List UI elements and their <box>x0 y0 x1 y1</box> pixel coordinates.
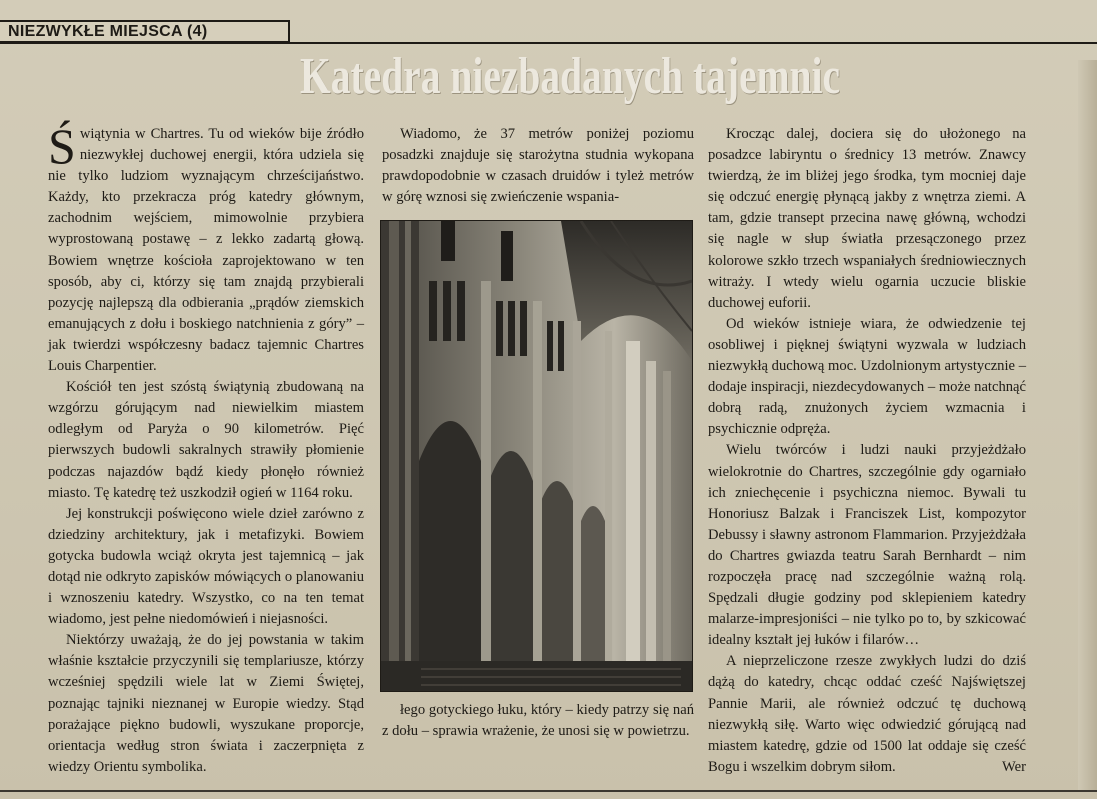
article-column-3 <box>708 124 1026 778</box>
page-edge-shadow <box>1078 60 1097 790</box>
article-column-2-top <box>382 124 694 208</box>
article-column-2-bottom <box>382 700 694 742</box>
paragraph-text: wiątynia w Chartres. Tu od wieków bije źródło niezwykłej duchowej energii, która udziela się nie tylko ludziom wyznającym chrześcijaństwo. Każdy, kto przekracza próg katedry głównym, zachodnim wejściem, mimowolnie przybiera wyprostowaną postawę – z lekko zadartą głową. Bowiem wnętrze kościoła zaprojektowano w ten sposób, aby ci, którzy się tam znajdą przybierali pozycję najlepszą dla odbierania „prądów ziemskich emanujących z dołu i boskiego natchnienia z góry” – jak twierdzi współczesny badacz tajemnic Chartres Louis Charpentier. <box>48 126 364 375</box>
paragraph: Kościół ten jest szóstą świątynią zbudowaną na wzgórzu górującym nad niewielkim miastem odległym od Paryża o 90 kilometrów. Pięć pierwszych budowli sakralnych strawiły płomienie podczas najazdów bądź kiedy płonęło również miasto. Tę katedrę też uszkodził ogień w 1164 roku. <box>48 379 364 501</box>
paragraph-text: A nieprzeliczone rzesze zwykłych ludzi do dziś dążą do katedry, chcąc oddać cześć Najświętszej Pannie Marii, ale również odczuć tę duchową niezwykłą siłę. Warto więc odwiedzić górującą nad miastem katedrę, gdzie od 1500 lat oddaje się cześć Bogu i wszelkim dobrym siłom. <box>708 653 1026 775</box>
paragraph: łego gotyckiego łuku, który – kiedy patrzy się nań z dołu – sprawia wrażenie, że unosi się w powietrzu. <box>382 702 694 740</box>
article-column-1 <box>48 118 364 778</box>
cathedral-nave-photo <box>380 220 693 692</box>
paragraph: Wiadomo, że 37 metrów poniżej poziomu posadzki znajduje się starożytna studnia wykopana prawdopodobnie w czasach druidów i tyleż metrów w górę wznosi się zwieńczenie wspania- <box>382 126 694 206</box>
author-signature: Wer <box>1002 758 1026 775</box>
section-label: NIEZWYKŁE MIEJSCA (4) <box>8 23 208 40</box>
paragraph: Niektórzy uważają, że do jej powstania w takim właśnie kształcie przyczynili się templariusze, którzy wcześniej spędzili wiele lat w Ziemi Świętej, poznając tajniki nieznanej w Europie wiedzy. Stąd porażające piękno budowli, wyszukane proporcje, orientacja według stron świata i zaczerpnięta z wiedzy Orientu symbolika. <box>48 632 364 775</box>
paragraph: Krocząc dalej, dociera się do ułożonego na posadzce labiryntu o średnicy 13 metrów. Znawcy twierdzą, że im bliżej jego środka, tym mocniej daje się odczuć energię płynącą jakby z wnętrza ziemi. A tam, gdzie transept przecina nawę główną, wchodzi się nagle w słup światła przesączonego przez kolorowe szkło trzech wspaniałych średniowiecznych witraży. I wtedy wielu ogarnia uczucie bliskie duchowej euforii. <box>708 126 1026 311</box>
bottom-rule <box>0 790 1097 792</box>
paragraph: Jej konstrukcji poświęcono wiele dzieł zarówno z dziedziny architektury, jak i metafizyki. Bowiem gotycka budowla wciąż okryta jest tajemnicą – jak dotąd nie odkryto zapisków mówiących o planowaniu i wznoszeniu katedry. Wszystko, co na ten temat wiadomo, jest pełne niedomówień i niejasności. <box>48 505 364 628</box>
paragraph <box>48 118 364 377</box>
section-header-box <box>0 20 290 44</box>
drop-cap: Ś <box>48 118 76 174</box>
paragraph: Wielu twórców i ludzi nauki przyjeżdżało wielokrotnie do Chartres, szczególnie gdy ogarniało ich zniechęcenie i psychiczna niemoc. Bywali tu Honoriusz Balzak i Franciszek List, kompozytor Debussy i sławny astronom Flammarion. Przyjeżdżała do Chartres gwiazda teatru Sarah Bernhardt – nim rozpoczęła pracę nad szczególnie ważną rolą. Spędzali długie godziny pod sklepieniem katedry malarze-impresjoniści – nie tylko po to, by szkicować idealny kształt jej łuków i filarów… <box>708 442 1026 649</box>
article-title: Katedra niezbadanych tajemnic <box>300 48 841 105</box>
paragraph: Od wieków istnieje wiara, że odwiedzenie tej osobliwej i pięknej świątyni wyzwala w ludziach niezwykłą duchową moc. Uzdolnionym artystycznie – dodaje inspiracji, niezdecydowanych – może natchnąć dobrą radą, znużonych życiem wzmacnia i psychicznie odpręża. <box>708 315 1026 438</box>
paragraph <box>708 651 1026 778</box>
